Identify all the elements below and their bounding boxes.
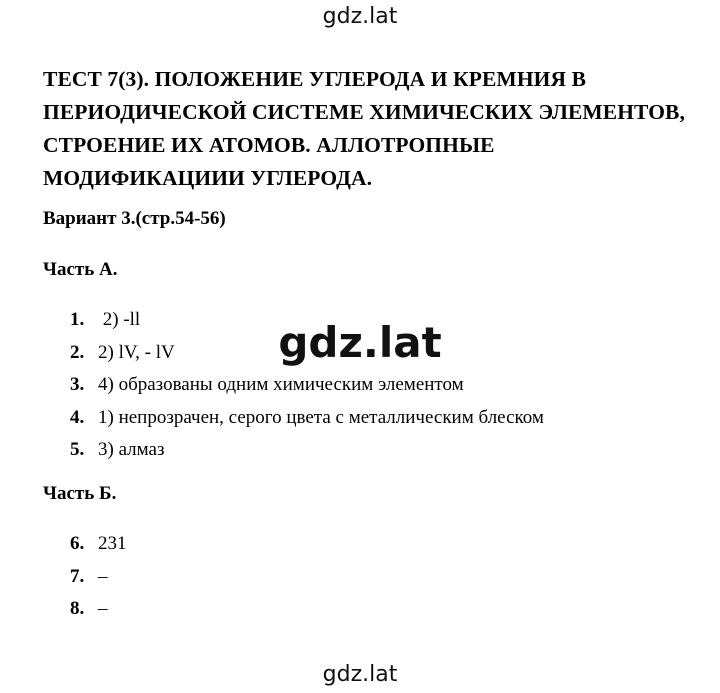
answer-number: 1. — [70, 309, 85, 330]
answer-item — [70, 371, 544, 404]
answer-item — [70, 595, 127, 628]
title-line: ПЕРИОДИЧЕСКОЙ СИСТЕМЕ ХИМИЧЕСКИХ ЭЛЕМЕНТОВ, — [43, 100, 685, 124]
answer-number: 2. — [70, 341, 85, 363]
answer-number: 8. — [70, 598, 85, 619]
answer-text: 2) lV, - lV — [98, 341, 175, 363]
answer-item — [70, 563, 127, 596]
answer-item — [70, 436, 544, 469]
answer-number: 5. — [70, 439, 85, 460]
answer-item — [70, 404, 544, 437]
variant-heading: Вариант 3.(стр.54-56) — [43, 208, 226, 229]
watermark-bottom: gdz.lat — [322, 662, 398, 687]
answer-number: 3. — [70, 374, 85, 395]
watermark-middle: gdz.lat — [278, 318, 442, 367]
part-a-heading: Часть А. — [43, 259, 118, 280]
watermark-top: gdz.lat — [322, 4, 398, 29]
title-line: МОДИФИКАЦИИИ УГЛЕРОДА. — [43, 166, 373, 190]
answer-text: 2) -ll — [98, 309, 141, 330]
answer-number: 6. — [70, 533, 85, 554]
answer-text: 1) непрозрачен, серого цвета с металлическим блеском — [98, 406, 544, 428]
answer-number: 4. — [70, 406, 85, 428]
title-line: ТЕСТ 7(3). ПОЛОЖЕНИЕ УГЛЕРОДА И КРЕМНИЯ В — [43, 67, 587, 91]
answer-number: 7. — [70, 565, 85, 587]
answer-text: 231 — [98, 533, 127, 554]
answer-text: 4) образованы одним химическим элементом — [98, 374, 464, 395]
test-title — [43, 63, 703, 195]
answer-item — [70, 530, 127, 563]
answer-text: 3) алмаз — [98, 439, 165, 460]
title-line: СТРОЕНИЕ ИХ АТОМОВ. АЛЛОТРОПНЫЕ — [43, 133, 495, 157]
answer-text: – — [98, 598, 108, 619]
answer-text: – — [98, 565, 108, 587]
part-b-heading: Часть Б. — [43, 483, 117, 504]
part-b-answers — [70, 530, 127, 628]
